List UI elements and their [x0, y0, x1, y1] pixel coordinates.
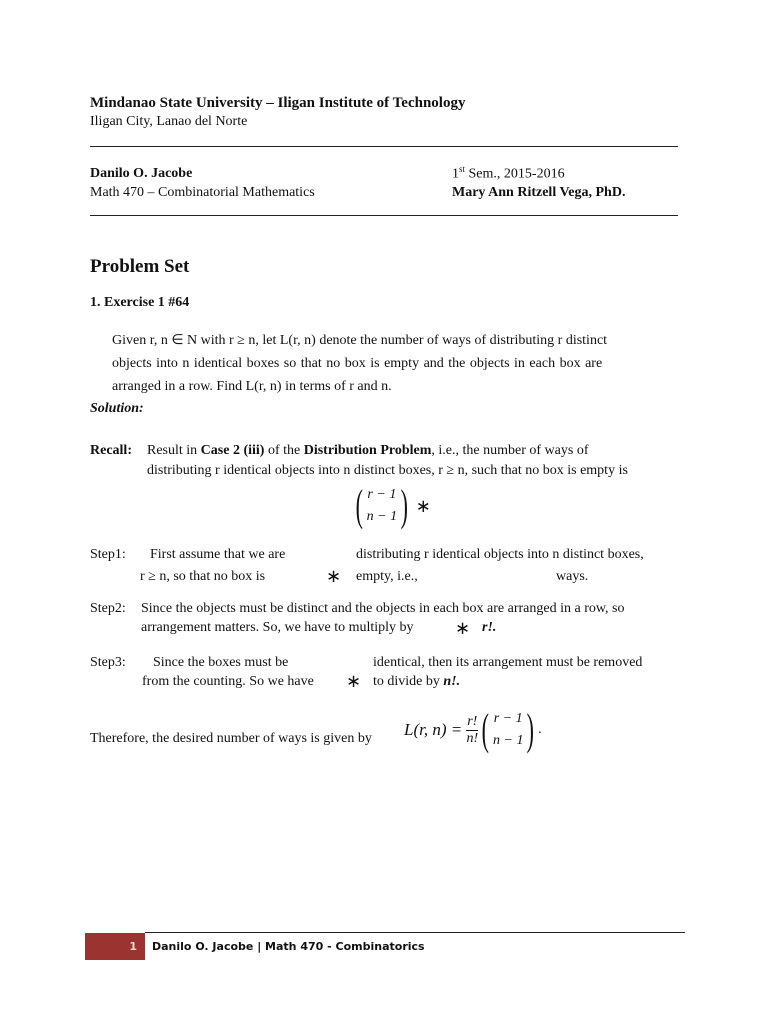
semester-rest: Sem., 2015-2016	[465, 166, 565, 182]
step-text	[373, 675, 460, 689]
asterisk: ∗	[326, 566, 342, 586]
step-text: ways.	[556, 569, 589, 584]
footer-text: Danilo O. Jacobe | Math 470 - Combinatorics	[152, 940, 425, 953]
binom-bottom: n − 1	[493, 733, 524, 748]
step-factor: r!.	[482, 620, 497, 635]
step-text: identical, then its arrangement must be removed	[373, 655, 643, 670]
recall-label: Recall:	[90, 443, 132, 458]
step-label: Step2:	[90, 601, 126, 616]
t: to divide by	[373, 674, 440, 689]
divider	[90, 215, 678, 216]
step-text: First assume that we are	[150, 547, 286, 562]
asterisk: ∗	[415, 495, 431, 516]
recall-line: distributing r identical objects into n distinct boxes, r ≥ n, such that no box is empty is	[147, 463, 628, 478]
step-factor: n!.	[443, 674, 461, 689]
step-text: Since the boxes must be	[153, 655, 289, 670]
step-text: arrangement matters. So, we have to multiply by	[141, 620, 414, 635]
problem-line: Given r, n ∈ N with r ≥ n, let L(r, n) denote the number of ways of distributing r distinct	[112, 333, 608, 348]
page-number: 1	[129, 940, 137, 953]
period: .	[538, 722, 542, 737]
conclusion-text: Therefore, the desired number of ways is given by	[90, 731, 372, 746]
instructor: Mary Ann Ritzell Vega, PhD.	[452, 185, 626, 200]
paren: )	[400, 481, 409, 530]
course: Math 470 – Combinatorial Mathematics	[90, 185, 315, 200]
paren: (	[355, 481, 363, 530]
page-number-box	[85, 933, 145, 960]
step-label: Step1:	[90, 547, 126, 562]
t: of the	[264, 443, 304, 458]
paren: )	[527, 705, 535, 754]
t: Distribution Problem	[303, 443, 432, 458]
binom-top: r − 1	[493, 711, 523, 726]
step-text: empty, i.e.,	[356, 569, 418, 584]
step-text: Since the objects must be distinct and the objects in each box are arranged in a row, so	[141, 601, 625, 616]
asterisk: ∗	[455, 618, 471, 638]
semester	[452, 165, 565, 182]
divider	[90, 146, 678, 147]
formula-lhs: L(r, n) =	[404, 720, 463, 739]
asterisk: ∗	[346, 671, 362, 691]
step-text: r ≥ n, so that no box is	[140, 569, 266, 584]
binomial	[352, 481, 431, 530]
step-label: Step3:	[90, 655, 126, 670]
student-name: Danilo O. Jacobe	[90, 166, 193, 181]
page-title: Problem Set	[90, 256, 190, 277]
formula	[404, 705, 542, 754]
university-name: Mindanao State University – Iligan Institute of Technology	[90, 95, 466, 111]
step-text: from the counting. So we have	[142, 674, 314, 689]
problem-line: arranged in a row. Find L(r, n) in terms of r and n.	[112, 379, 392, 394]
paren: (	[482, 705, 490, 754]
binom-bottom: n − 1	[366, 509, 398, 524]
t: , i.e., the number of ways of	[431, 443, 589, 458]
problem-line: objects into n identical boxes so that no box is empty and the objects in each box are	[112, 356, 603, 371]
fraction-denominator: n!	[466, 730, 479, 746]
fraction-numerator: r!	[467, 713, 478, 729]
location: Iligan City, Lanao del Norte	[90, 114, 248, 129]
semester-num: 1	[452, 166, 459, 182]
step-text: distributing r identical objects into n distinct boxes,	[356, 547, 644, 562]
binom-top: r − 1	[367, 487, 397, 502]
footer-divider	[145, 932, 685, 933]
t: Case 2 (iii)	[200, 443, 265, 458]
t: Result in	[147, 443, 201, 458]
problem-heading: 1. Exercise 1 #64	[90, 295, 190, 310]
semester-sup: st	[459, 164, 466, 174]
recall-line	[147, 444, 588, 458]
solution-label: Solution:	[90, 401, 144, 416]
